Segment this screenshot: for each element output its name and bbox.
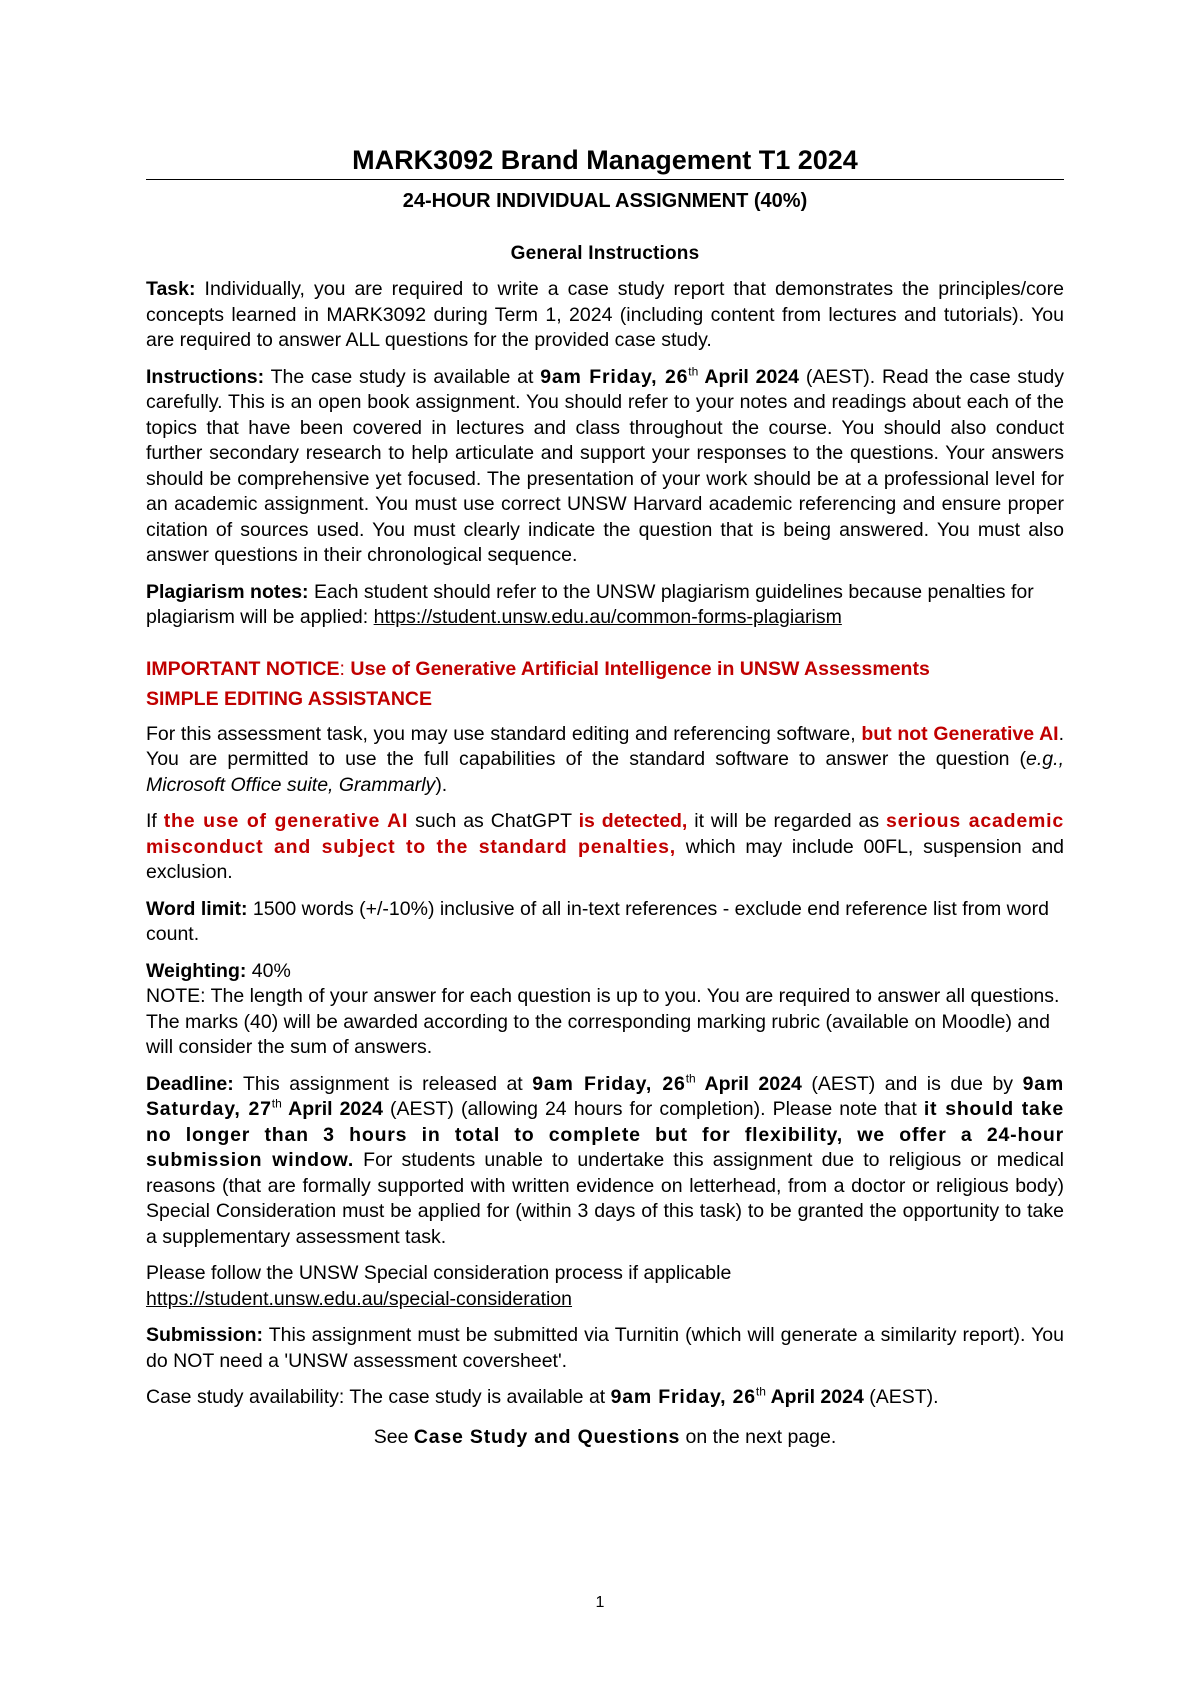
editing-warning: but not Generative AI	[861, 722, 1059, 745]
availability-date: 9am Friday, 26	[610, 1386, 756, 1408]
submission-text: This assignment must be submitted via Turnitin (which will generate a similarity report). You do NOT need a 'UNSW assessment coversheet'.	[146, 1324, 1064, 1372]
document-title: MARK3092 Brand Management T1 2024	[146, 145, 1064, 180]
weighting-paragraph	[146, 959, 1064, 1061]
document-page	[146, 145, 1064, 1461]
editing-text-1: For this assessment task, you may use standard editing and referencing software,	[146, 722, 862, 745]
plagiarism-label: Plagiarism notes:	[146, 580, 309, 603]
task-text: Individually, you are required to write a case study report that demonstrates the principles/core concepts learned in MARK3092 during Term 1, 2024 (including content from lectures and tutorials). You are required to answer ALL questions for the provided case study.	[146, 278, 1064, 351]
page-number: 1	[595, 1594, 605, 1611]
special-consideration-paragraph	[146, 1261, 1064, 1312]
deadline-label: Deadline:	[146, 1072, 234, 1095]
weighting-label: Weighting:	[146, 959, 247, 982]
editing-examples: e.g., Microsoft Office suite, Grammarly	[146, 748, 1064, 796]
deadline-text-3: (AEST) (allowing 24 hours for completion). Please note that	[382, 1098, 924, 1120]
instructions-text-1: The case study is available at	[264, 365, 541, 388]
word-limit-paragraph	[146, 897, 1064, 948]
plagiarism-link[interactable]: https://student.unsw.edu.au/common-forms-plagiarism	[373, 606, 842, 628]
genai-text-1: If	[146, 810, 164, 832]
see-next-paragraph	[146, 1425, 1064, 1451]
editing-text-3: ).	[435, 773, 448, 796]
see-next-emphasis: Case Study and Questions	[413, 1425, 681, 1448]
deadline-emphasis: it should take no longer than 3 hours in total to complete but for flexibility, we offer a 24-hour submission window.	[146, 1098, 1064, 1171]
task-paragraph	[146, 277, 1064, 354]
instructions-text-2: (AEST). Read the case study carefully. This is an open book assignment. You should refer to your notes and readings about each of the topics that have been covered in lectures and class throughout the course. You should also conduct further secondary research to help articulate and support your responses to the questions. Your answers should be comprehensive yet focused. The presentation of your work should be at a professional level for an academic assignment. You must use correct UNSW Harvard academic referencing and ensure proper citation of sources used. You must clearly indicate the question that is being answered. You must also answer questions in their chronological sequence.	[146, 365, 1064, 566]
see-next-text-2: on the next page.	[680, 1425, 837, 1448]
plagiarism-text: Each student should refer to the UNSW plagiarism guidelines because penalties for plagiarism will be applied:	[146, 580, 1034, 628]
word-limit-text: 1500 words (+/-10%) inclusive of all in-text references - exclude end reference list from word count.	[146, 897, 1049, 945]
weighting-value: 40%	[246, 959, 291, 982]
date-suffix: th	[688, 364, 699, 378]
see-next-text-1: See	[373, 1425, 414, 1448]
genai-text-4: which may include 00FL, suspension and exclusion.	[146, 835, 1065, 883]
submission-label: Submission:	[146, 1324, 264, 1346]
genai-warning-2: is detected,	[578, 810, 688, 832]
genai-text-3: it will be regarded as	[687, 810, 887, 832]
plagiarism-paragraph	[146, 580, 1064, 631]
deadline-paragraph	[146, 1072, 1064, 1251]
important-notice	[146, 654, 1064, 684]
section-heading: General Instructions	[510, 243, 700, 264]
genai-paragraph	[146, 809, 1064, 886]
deadline-text-1: This assignment is released at	[233, 1072, 533, 1095]
deadline-text-4: For students unable to undertake this assignment due to religious or medical reasons (that are formally supported with written evidence on letterhead, from a doctor or religious body) Special Consideration must be applied for (within 3 days of this task) to be granted the opportunity to take a supplementary assessment task.	[146, 1149, 1064, 1248]
task-label: Task:	[146, 278, 196, 300]
editing-paragraph	[146, 722, 1064, 799]
release-date: 9am Friday, 26	[540, 365, 689, 388]
date-suffix: th	[271, 1096, 282, 1111]
date-suffix: th	[755, 1384, 766, 1399]
availability-text-2: (AEST).	[863, 1386, 939, 1408]
genai-warning-3: serious academic misconduct and subject to the standard penalties,	[146, 810, 1064, 858]
deadline-text-2: (AEST) and is due by	[801, 1072, 1023, 1095]
deadline-due-month: April 2024	[281, 1098, 383, 1120]
availability-month: April 2024	[765, 1386, 864, 1408]
release-month: April 2024	[698, 365, 800, 388]
editing-text-2: . You are permitted to use the full capabilities of the standard software to answer the question (	[146, 722, 1065, 770]
notice-subheading: SIMPLE EDITING ASSISTANCE	[146, 687, 433, 710]
deadline-release-month: April 2024	[695, 1072, 802, 1095]
genai-warning-1: the use of generative AI	[163, 810, 409, 832]
genai-text-2: such as ChatGPT	[408, 810, 579, 832]
date-suffix: th	[685, 1071, 696, 1085]
instructions-label: Instructions:	[146, 365, 265, 388]
document-subtitle: 24-HOUR INDIVIDUAL ASSIGNMENT (40%)	[402, 190, 808, 212]
deadline-due-date: 9am Saturday, 27	[146, 1072, 1065, 1120]
submission-paragraph	[146, 1323, 1064, 1374]
weighting-note: NOTE: The length of your answer for each question is up to you. You are required to answer all questions. The marks (40) will be awarded according to the corresponding marking rubric (available on Moodle) and will consider the sum of answers.	[146, 985, 1060, 1058]
deadline-release-date: 9am Friday, 26	[532, 1072, 686, 1095]
availability-text-1: Case study availability: The case study is available at	[146, 1386, 611, 1408]
special-consideration-link[interactable]: https://student.unsw.edu.au/special-consideration	[146, 1287, 573, 1310]
word-limit-label: Word limit:	[146, 897, 248, 920]
special-consideration-text: Please follow the UNSW Special consideration process if applicable	[146, 1262, 732, 1284]
notice-label: IMPORTANT NOTICE	[146, 657, 340, 680]
availability-paragraph	[146, 1385, 1064, 1411]
instructions-paragraph	[146, 365, 1064, 569]
notice-colon: :	[339, 657, 351, 680]
notice-heading: Use of Generative Artificial Intelligence in UNSW Assessments	[350, 657, 930, 680]
